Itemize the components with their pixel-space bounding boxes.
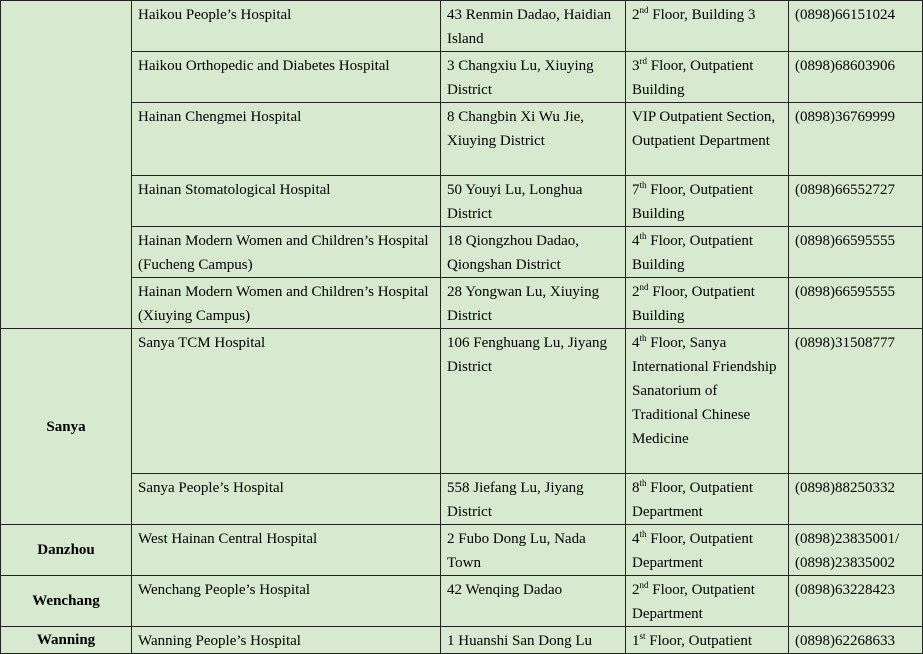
floor: 2nd Floor, Outpatient Department [626,576,789,627]
hospital-name: Sanya People’s Hospital [132,474,441,525]
hospital-name: Sanya TCM Hospital [132,329,441,474]
city-cell-wenchang: Wenchang [1,576,132,627]
phone: (0898)63228423 [789,576,923,627]
table-row [1,1,923,52]
hospital-name: Wanning People’s Hospital [132,627,441,654]
table-row [1,278,923,329]
address: 42 Wenqing Dadao [441,576,626,627]
floor: 8th Floor, Outpatient Department [626,474,789,525]
address: 18 Qiongzhou Dadao, Qiongshan District [441,227,626,278]
hospital-name: Hainan Modern Women and Children’s Hospital (Fucheng Campus) [132,227,441,278]
table-row [1,474,923,525]
phone: (0898)66595555 [789,278,923,329]
hospital-name: West Hainan Central Hospital [132,525,441,576]
phone: (0898)66552727 [789,176,923,227]
address: 558 Jiefang Lu, Jiyang District [441,474,626,525]
table-row [1,627,923,654]
city-cell-wanning: Wanning [1,627,132,654]
phone: (0898)62268633 [789,627,923,654]
hospital-name: Hainan Chengmei Hospital [132,103,441,176]
floor: 7th Floor, Outpatient Building [626,176,789,227]
phone: (0898)66151024 [789,1,923,52]
phone: (0898)68603906 [789,52,923,103]
floor: 2nd Floor, Building 3 [626,1,789,52]
phone: (0898)23835001/ (0898)23835002 [789,525,923,576]
floor: 3rd Floor, Outpatient Building [626,52,789,103]
hospital-name: Haikou Orthopedic and Diabetes Hospital [132,52,441,103]
table-row [1,227,923,278]
city-cell-sanya: Sanya [1,329,132,525]
floor: 4th Floor, Outpatient Department [626,525,789,576]
table-row [1,103,923,176]
floor: 4th Floor, Sanya International Friendship Sanatorium of Traditional Chinese Medicine [626,329,789,474]
phone: (0898)88250332 [789,474,923,525]
hospital-name: Hainan Modern Women and Children’s Hospital (Xiuying Campus) [132,278,441,329]
floor: 2nd Floor, Outpatient Building [626,278,789,329]
table-row [1,525,923,576]
floor: 4th Floor, Outpatient Building [626,227,789,278]
phone: (0898)36769999 [789,103,923,176]
table-row [1,576,923,627]
city-cell-danzhou: Danzhou [1,525,132,576]
floor: VIP Outpatient Section, Outpatient Department [626,103,789,176]
table-row [1,329,923,474]
address: 1 Huanshi San Dong Lu [441,627,626,654]
city-cell-haikou [1,1,132,329]
table-row [1,176,923,227]
hospital-name: Hainan Stomatological Hospital [132,176,441,227]
hospital-name: Wenchang People’s Hospital [132,576,441,627]
address: 8 Changbin Xi Wu Jie, Xiuying District [441,103,626,176]
table-row [1,52,923,103]
address: 2 Fubo Dong Lu, Nada Town [441,525,626,576]
floor: 1st Floor, Outpatient [626,627,789,654]
address: 3 Changxiu Lu, Xiuying District [441,52,626,103]
phone: (0898)31508777 [789,329,923,474]
address: 28 Yongwan Lu, Xiuying District [441,278,626,329]
address: 43 Renmin Dadao, Haidian Island [441,1,626,52]
hospital-name: Haikou People’s Hospital [132,1,441,52]
address: 106 Fenghuang Lu, Jiyang District [441,329,626,474]
phone: (0898)66595555 [789,227,923,278]
address: 50 Youyi Lu, Longhua District [441,176,626,227]
